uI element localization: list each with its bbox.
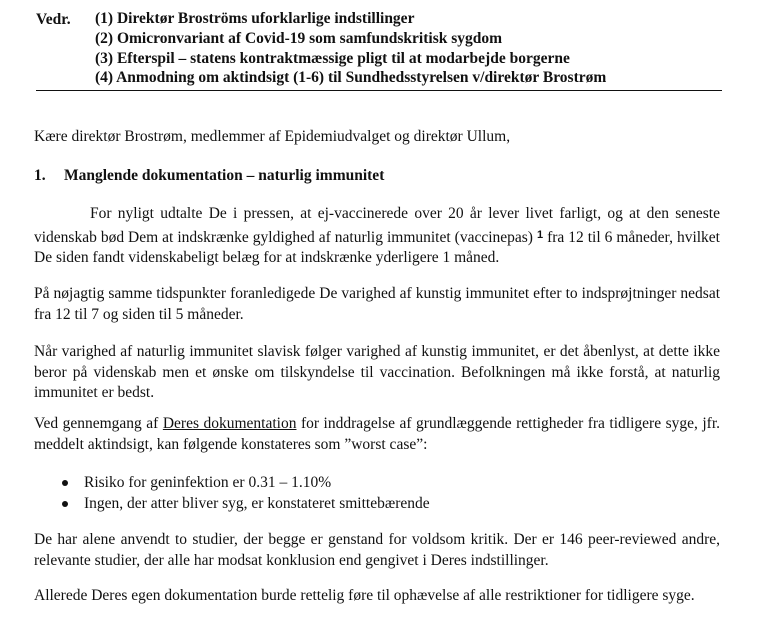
section-title: Manglende dokumentation – naturlig immunitet	[64, 167, 385, 184]
paragraph-text: Ved gennemgang af	[34, 415, 159, 432]
documentation-link[interactable]: Deres dokumentation	[162, 415, 297, 432]
subject-item: (1) Direktør Broströms uforklarlige indstillinger	[95, 10, 415, 27]
list-item-text: Risiko for geninfektion er 0.31 – 1.10%	[84, 474, 332, 491]
bullet-icon	[62, 480, 68, 486]
subject-item: (3) Efterspil – statens kontraktmæssige pligt til at modarbejde borgerne	[95, 49, 570, 67]
bullet-icon	[62, 501, 68, 507]
list-item-text: Ingen, der atter bliver syg, er konstateret smittebærende	[84, 495, 430, 512]
paragraph-text: For nyligt udtalte De i pressen, at ej-vaccinerede over 20 år lever livet farligt, og at den seneste videnskab bød Dem at indskrænke gyldighed af naturlig immunitet (vaccinepas)	[34, 205, 720, 246]
subject-item: (2) Omicronvariant af Covid-19 som samfundskritisk sygdom	[95, 29, 503, 47]
paragraph-text: for inddragelse af grundlæggende rettigheder fra tidligere syge, jfr. meddelt aktindsigt, kan følgende konstateres som ”worst case”:	[34, 415, 721, 453]
paragraph	[34, 204, 720, 269]
subject-item: (4) Anmodning om aktindsigt (1-6) til Sundhedsstyrelsen v/direktør Brostrøm	[95, 69, 607, 87]
list-item	[62, 493, 712, 514]
paragraph: Når varighed af naturlig immunitet slavisk følger varighed af kunstig immunitet, er det åbenlyst, at dette ikke beror på videnskab men et ønske om tilskyndelse til vaccination. Befolkningen må ikke forstå, at naturlig immunitet er bedst.	[34, 343, 720, 402]
footnote-marker[interactable]: 1	[536, 228, 544, 241]
header-divider	[36, 90, 722, 91]
list-item	[62, 472, 712, 493]
paragraph	[34, 414, 720, 455]
paragraph-text: fra 12 til 6 måneder, hvilket De siden fandt videnskabeligt belæg for at indskrænke yderligere 1 måned.	[34, 228, 720, 267]
section-heading	[34, 167, 384, 185]
section-number: 1.	[34, 167, 46, 184]
subject-label: Vedr.	[36, 11, 71, 28]
paragraph: De har alene anvendt to studier, der begge er genstand for voldsom kritik. Der er 146 peer-reviewed andre, relevante studier, der alle har modsat konklusion end gengivet i Deres indstillinger.	[34, 531, 720, 569]
paragraph: På nøjagtig samme tidspunkter foranledigede De varighed af kunstig immunitet efter to indsprøjtninger nedsat fra 12 til 7 og siden til 5 måneder.	[34, 285, 720, 323]
bullet-list	[62, 472, 712, 514]
subject-list	[95, 9, 725, 88]
salutation: Kære direktør Brostrøm, medlemmer af Epidemiudvalget og direktør Ullum,	[34, 128, 511, 145]
paragraph: Allerede Deres egen dokumentation burde rettelig føre til ophævelse af alle restriktioner for tidligere syge.	[34, 587, 695, 604]
